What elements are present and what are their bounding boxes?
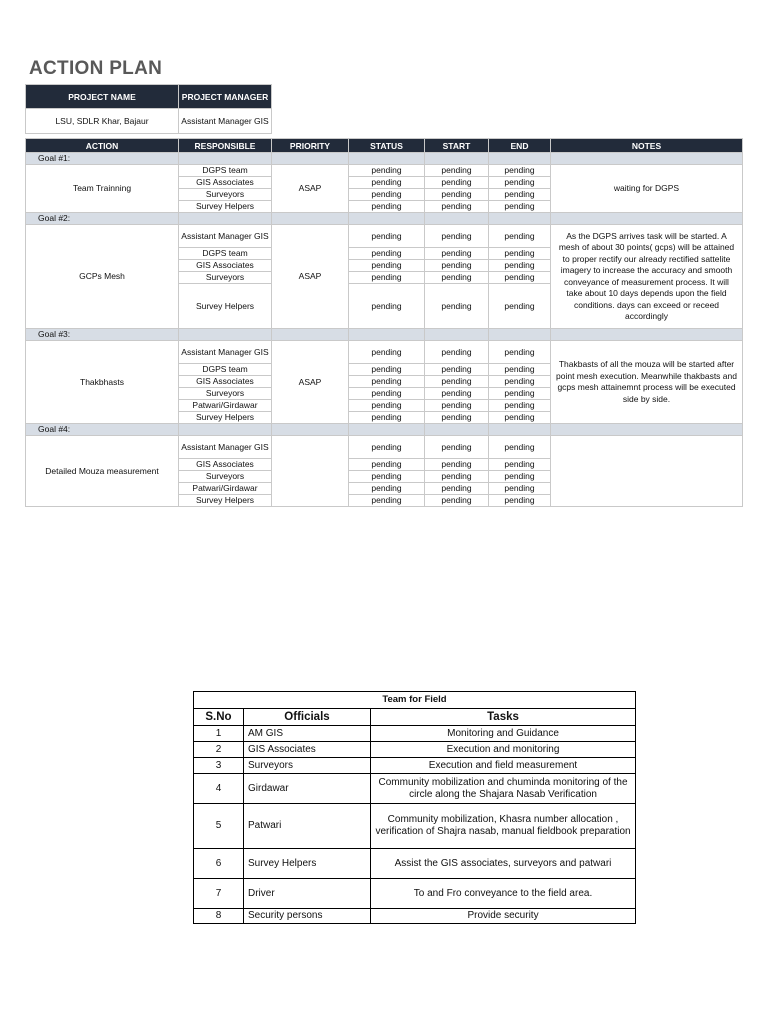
responsible-cell: Survey Helpers (179, 201, 272, 213)
header-tasks: Tasks (371, 709, 636, 726)
status-cell: pending (349, 189, 425, 201)
table-row (194, 909, 636, 924)
end-cell: pending (489, 376, 551, 388)
status-cell: pending (349, 248, 425, 260)
responsible-cell: Survey Helpers (179, 284, 272, 329)
start-cell: pending (425, 459, 489, 471)
priority-cell (272, 436, 349, 507)
responsible-cell: GIS Associates (179, 177, 272, 189)
action-cell: Team Trainning (26, 165, 179, 213)
end-cell: pending (489, 388, 551, 400)
responsible-cell: DGPS team (179, 248, 272, 260)
table-row (194, 758, 636, 774)
start-cell: pending (425, 436, 489, 459)
responsible-cell: Patwari/Girdawar (179, 483, 272, 495)
table-row (26, 436, 743, 459)
table-row (194, 804, 636, 849)
status-cell: pending (349, 412, 425, 424)
start-cell: pending (425, 341, 489, 364)
project-manager-header: PROJECT MANAGER (179, 85, 272, 109)
header-start: START (425, 139, 489, 153)
responsible-cell: DGPS team (179, 165, 272, 177)
status-cell: pending (349, 284, 425, 329)
end-cell: pending (489, 341, 551, 364)
responsible-cell: GIS Associates (179, 459, 272, 471)
table-row (194, 726, 636, 742)
header-status: STATUS (349, 139, 425, 153)
header-end: END (489, 139, 551, 153)
responsible-cell: Survey Helpers (179, 412, 272, 424)
action-cell: Detailed Mouza measurement (26, 436, 179, 507)
sno-cell: 5 (194, 804, 244, 849)
goal-row (26, 213, 743, 225)
end-cell: pending (489, 225, 551, 248)
priority-cell: ASAP (272, 341, 349, 424)
notes-cell: Thakbasts of all the mouza will be started after point mesh execution. Meanwhile thakbasts and gcps mesh attainemnt process will be executed side by side. (551, 341, 743, 424)
responsible-cell: Assistant Manager GIS (179, 225, 272, 248)
end-cell: pending (489, 165, 551, 177)
goal-row (26, 329, 743, 341)
start-cell: pending (425, 177, 489, 189)
official-cell: AM GIS (244, 726, 371, 742)
status-cell: pending (349, 388, 425, 400)
end-cell: pending (489, 412, 551, 424)
table-row (194, 742, 636, 758)
official-cell: Survey Helpers (244, 849, 371, 879)
responsible-cell: Assistant Manager GIS (179, 436, 272, 459)
priority-cell: ASAP (272, 165, 349, 213)
project-table (25, 84, 272, 134)
responsible-cell: Surveyors (179, 471, 272, 483)
responsible-cell: Patwari/Girdawar (179, 400, 272, 412)
official-cell: Girdawar (244, 774, 371, 804)
status-cell: pending (349, 471, 425, 483)
responsible-cell: Surveyors (179, 388, 272, 400)
task-cell: Provide security (371, 909, 636, 924)
task-cell: Monitoring and Guidance (371, 726, 636, 742)
action-plan-table (25, 138, 743, 507)
responsible-cell: Survey Helpers (179, 495, 272, 507)
notes-cell: As the DGPS arrives task will be started. A mesh of about 30 points( gcps) will be attained to proper rectify our already rectified sattelite imagery to increase the accuracy and smooth conveyance of measurement process. It will take about 10 days depends upon the field conditions. days can exceed or receed accordingly (551, 225, 743, 329)
status-cell: pending (349, 376, 425, 388)
status-cell: pending (349, 177, 425, 189)
status-cell: pending (349, 436, 425, 459)
task-cell: Community mobilization and chuminda monitoring of the circle along the Shajara Nasab Verification (371, 774, 636, 804)
sno-cell: 2 (194, 742, 244, 758)
start-cell: pending (425, 260, 489, 272)
project-manager-value: Assistant Manager GIS (179, 109, 272, 134)
start-cell: pending (425, 165, 489, 177)
start-cell: pending (425, 201, 489, 213)
start-cell: pending (425, 412, 489, 424)
page-title: ACTION PLAN (29, 58, 163, 79)
status-cell: pending (349, 400, 425, 412)
end-cell: pending (489, 436, 551, 459)
sno-cell: 4 (194, 774, 244, 804)
start-cell: pending (425, 225, 489, 248)
start-cell: pending (425, 364, 489, 376)
table-row (194, 849, 636, 879)
sno-cell: 3 (194, 758, 244, 774)
notes-cell: waiting for DGPS (551, 165, 743, 213)
responsible-cell: Surveyors (179, 189, 272, 201)
status-cell: pending (349, 201, 425, 213)
table-row (26, 341, 743, 364)
goal-label: Goal #4: (26, 424, 179, 436)
start-cell: pending (425, 483, 489, 495)
team-table-caption: Team for Field (194, 692, 636, 709)
start-cell: pending (425, 495, 489, 507)
team-for-field-table (193, 691, 636, 924)
table-row (194, 879, 636, 909)
goal-label: Goal #3: (26, 329, 179, 341)
status-cell: pending (349, 459, 425, 471)
end-cell: pending (489, 177, 551, 189)
task-cell: Execution and field measurement (371, 758, 636, 774)
end-cell: pending (489, 189, 551, 201)
start-cell: pending (425, 189, 489, 201)
start-cell: pending (425, 248, 489, 260)
header-responsible: RESPONSIBLE (179, 139, 272, 153)
end-cell: pending (489, 260, 551, 272)
task-cell: To and Fro conveyance to the field area. (371, 879, 636, 909)
official-cell: Surveyors (244, 758, 371, 774)
official-cell: Patwari (244, 804, 371, 849)
end-cell: pending (489, 284, 551, 329)
start-cell: pending (425, 400, 489, 412)
status-cell: pending (349, 364, 425, 376)
responsible-cell: GIS Associates (179, 260, 272, 272)
responsible-cell: GIS Associates (179, 376, 272, 388)
status-cell: pending (349, 341, 425, 364)
sno-cell: 8 (194, 909, 244, 924)
start-cell: pending (425, 376, 489, 388)
end-cell: pending (489, 400, 551, 412)
action-cell: Thakbhasts (26, 341, 179, 424)
priority-cell: ASAP (272, 225, 349, 329)
sno-cell: 6 (194, 849, 244, 879)
header-action: ACTION (26, 139, 179, 153)
status-cell: pending (349, 495, 425, 507)
official-cell: Driver (244, 879, 371, 909)
responsible-cell: Surveyors (179, 272, 272, 284)
start-cell: pending (425, 272, 489, 284)
goal-row (26, 153, 743, 165)
header-sno: S.No (194, 709, 244, 726)
notes-cell (551, 436, 743, 507)
project-name-value: LSU, SDLR Khar, Bajaur (26, 109, 179, 134)
status-cell: pending (349, 260, 425, 272)
start-cell: pending (425, 388, 489, 400)
task-cell: Assist the GIS associates, surveyors and patwari (371, 849, 636, 879)
responsible-cell: DGPS team (179, 364, 272, 376)
project-name-header: PROJECT NAME (26, 85, 179, 109)
goal-label: Goal #2: (26, 213, 179, 225)
responsible-cell: Assistant Manager GIS (179, 341, 272, 364)
status-cell: pending (349, 272, 425, 284)
table-row (26, 165, 743, 177)
end-cell: pending (489, 483, 551, 495)
header-priority: PRIORITY (272, 139, 349, 153)
goal-row (26, 424, 743, 436)
table-row (26, 225, 743, 248)
header-notes: NOTES (551, 139, 743, 153)
official-cell: Security persons (244, 909, 371, 924)
status-cell: pending (349, 225, 425, 248)
status-cell: pending (349, 483, 425, 495)
end-cell: pending (489, 272, 551, 284)
official-cell: GIS Associates (244, 742, 371, 758)
status-cell: pending (349, 165, 425, 177)
start-cell: pending (425, 284, 489, 329)
table-row (194, 774, 636, 804)
end-cell: pending (489, 459, 551, 471)
sno-cell: 7 (194, 879, 244, 909)
header-officials: Officials (244, 709, 371, 726)
sno-cell: 1 (194, 726, 244, 742)
goal-label: Goal #1: (26, 153, 179, 165)
end-cell: pending (489, 201, 551, 213)
task-cell: Execution and monitoring (371, 742, 636, 758)
end-cell: pending (489, 248, 551, 260)
end-cell: pending (489, 471, 551, 483)
start-cell: pending (425, 471, 489, 483)
task-cell: Community mobilization, Khasra number allocation , verification of Shajra nasab, manual fieldbook preparation (371, 804, 636, 849)
action-cell: GCPs Mesh (26, 225, 179, 329)
end-cell: pending (489, 364, 551, 376)
end-cell: pending (489, 495, 551, 507)
